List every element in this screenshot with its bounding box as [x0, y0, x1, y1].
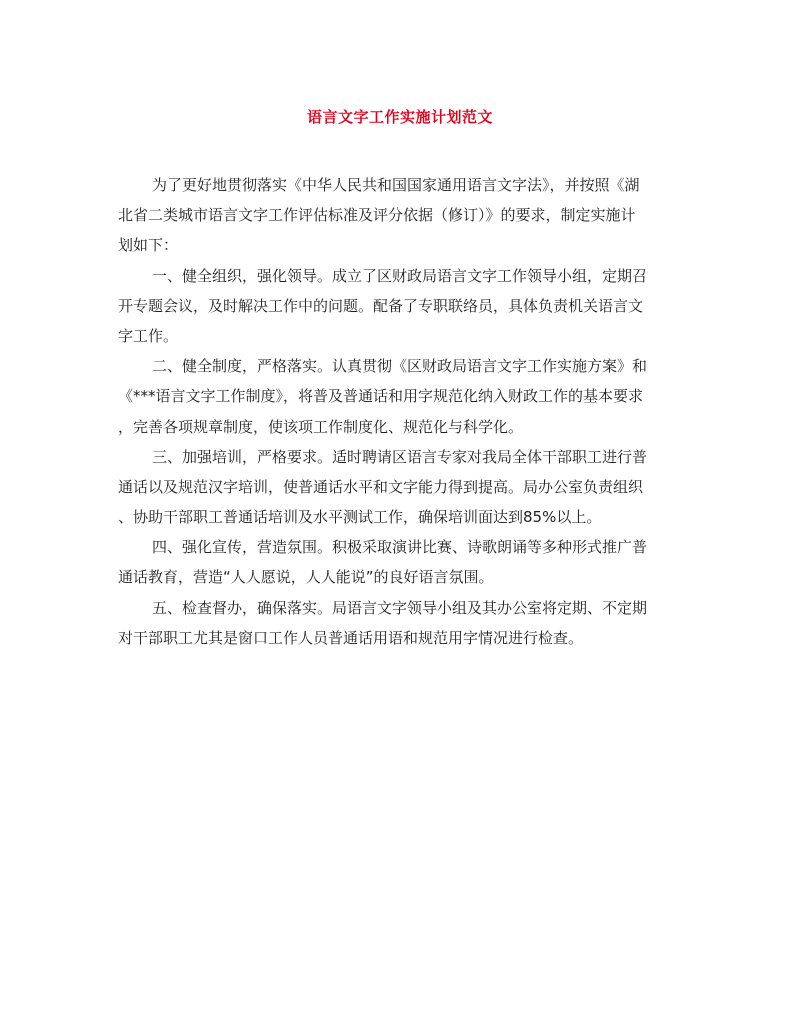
document-title: 语言文字工作实施计划范文 — [306, 108, 493, 126]
paragraph-3-line-2: 通话以及规范汉字培训，使普通话水平和文字能力得到提高。局办公室负责组织 — [118, 477, 644, 496]
paragraph-5-line-1: 五、检查督办，确保落实。局语言文字领导小组及其办公室将定期、不定期 — [152, 598, 648, 617]
paragraph-1-line-3: 字工作。 — [118, 326, 179, 345]
paragraph-intro-line-1: 为了更好地贯彻落实《中华人民共和国国家通用语言文字法》，并按照《湖 — [152, 176, 640, 194]
paragraph-2-line-1: 二、健全制度，严格落实。认真贯彻《区财政局语言文字工作实施方案》和 — [152, 357, 648, 376]
paragraph-2-line-2: 《***语言文字工作制度》，将普及普通话和用字规范化纳入财政工作的基本要求 — [118, 387, 644, 406]
paragraph-1-line-1: 一、健全组织，强化领导。成立了区财政局语言文字工作领导小组，定期召 — [152, 266, 648, 285]
paragraph-5-line-2: 对干部职工尤其是窗口工作人员普通话用语和规范用字情况进行检查。 — [118, 628, 584, 647]
paragraph-4-line-2: 通话教育，营造“人人愿说，人人能说”的良好语言氛围。 — [118, 568, 494, 587]
paragraph-3-line-1: 三、加强培训，严格要求。适时聘请区语言专家对我局全体干部职工进行普 — [152, 447, 648, 466]
paragraph-4-line-1: 四、强化宣传，营造氛围。积极采取演讲比赛、诗歌朗诵等多种形式推广普 — [152, 538, 648, 557]
paragraph-3-line-3: 、协助干部职工普通话培训及水平测试工作，确保培训面达到85%以上。 — [118, 508, 602, 527]
document-body — [118, 170, 680, 653]
paragraph-2-line-3: ，完善各项规章制度，使该项工作制度化、规范化与科学化。 — [118, 417, 524, 436]
paragraph-intro-line-3: 划如下： — [118, 236, 179, 255]
paragraph-1-line-2: 开专题会议，及时解决工作中的问题。配备了专职联络员，具体负责机关语言文 — [118, 296, 644, 315]
paragraph-intro-line-2: 北省二类城市语言文字工作评估标准及评分依据（修订）》的要求，制定实施计 — [118, 206, 636, 225]
